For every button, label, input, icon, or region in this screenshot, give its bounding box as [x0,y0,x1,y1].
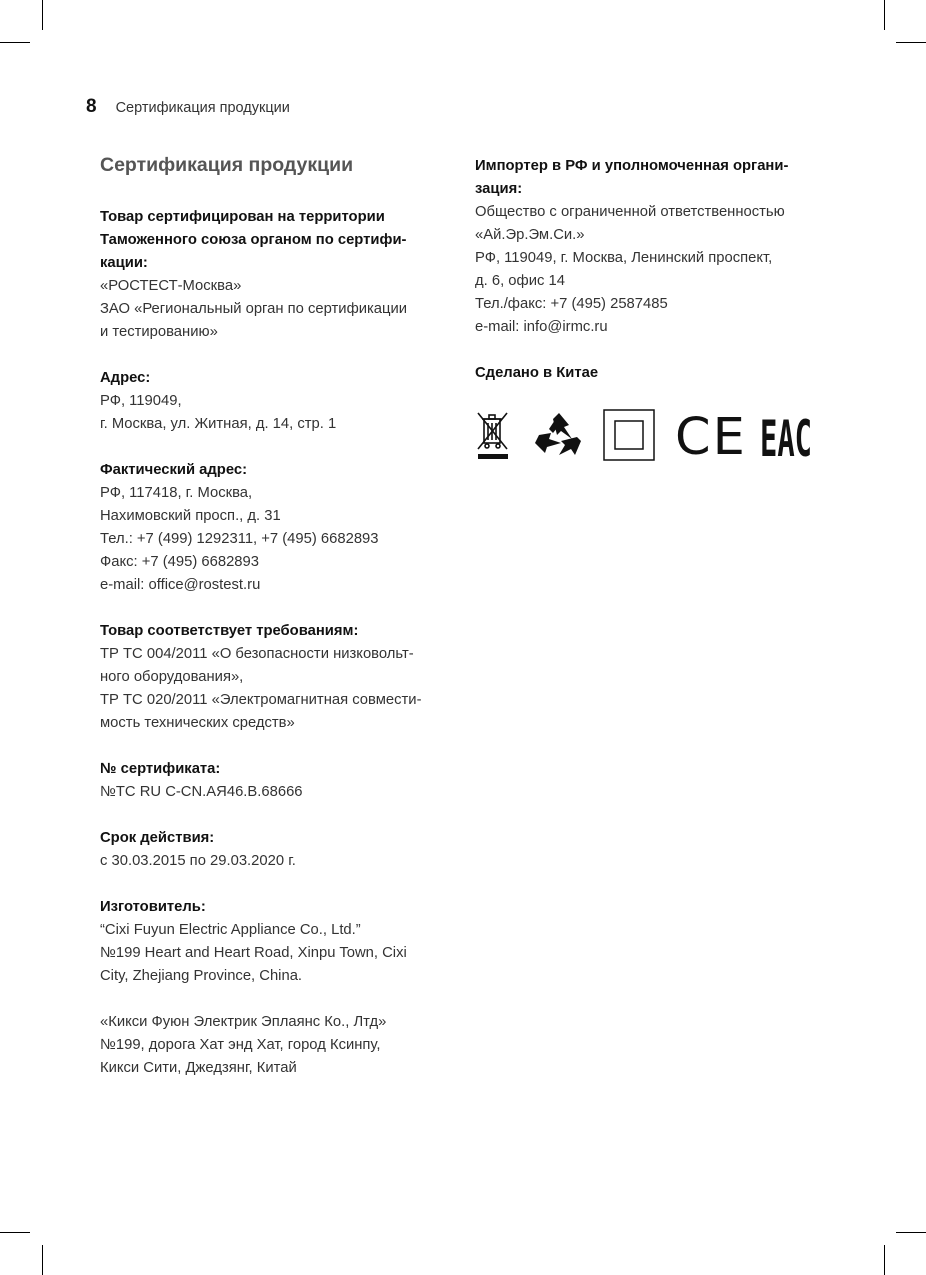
certification-body-block [100,206,460,344]
running-title: Сертификация продукции [115,100,290,116]
crop-mark [42,0,43,30]
crop-mark [884,0,885,30]
email-text: e-mail: office@rostest.ru [100,577,261,593]
block-label: Срок действия: [100,830,215,846]
block-text: «Кикси Фуюн Электрик Эплаянс Ко., Лтд» [100,1014,387,1030]
block-text: мость технических средств» [100,715,295,731]
crop-mark [42,1245,43,1275]
ce-mark-icon [675,408,749,467]
block-label: Изготовитель: [100,899,206,915]
block-label: кации: [100,255,148,271]
block-text: «Ай.Эр.Эм.Си.» [475,227,585,243]
manufacturer-block [100,896,460,988]
double-insulation-icon [603,409,655,461]
block-text: Тел./факс: +7 (495) 2587485 [475,296,668,312]
block-text: Кикси Сити, Джедзянг, Китай [100,1060,297,1076]
eac-mark-icon [759,409,813,468]
crop-mark [0,1232,30,1233]
email-text: e-mail: info@irmc.ru [475,319,608,335]
address-block [100,367,460,436]
section-title: Сертификация продукции [100,154,354,176]
block-text: Факс: +7 (495) 6682893 [100,554,259,570]
block-text: №ТС RU С-CN.АЯ46.В.68666 [100,784,303,800]
block-text: ЗАО «Региональный орган по сертификации [100,301,408,317]
left-column [100,150,460,1103]
block-text: City, Zhejiang Province, China. [100,968,303,984]
block-text: с 30.03.2015 по 29.03.2020 г. [100,853,296,869]
ce-mark-text: CE [675,408,747,467]
weee-crossed-bin-icon [475,409,511,461]
validity-block [100,827,460,873]
importer-block [475,155,835,339]
block-text: №199 Heart and Heart Road, Xinpu Town, Cixi [100,945,407,961]
block-text: РФ, 117418, г. Москва, [100,485,253,501]
block-label: Таможенного союза органом по сертифи- [100,232,407,248]
crop-mark [896,1232,926,1233]
certification-marks [475,405,835,468]
block-label: Импортер в РФ и уполномоченная органи- [475,158,789,174]
block-text: №199, дорога Хат энд Хат, город Ксинпу, [100,1037,381,1053]
manufacturer-russian-block [100,1011,460,1080]
page-header [86,96,290,120]
block-label: Товар сертифицирован на территории [100,209,385,225]
block-text: «РОСТЕСТ-Москва» [100,278,242,294]
crop-mark [896,42,926,43]
block-text: г. Москва, ул. Житная, д. 14, стр. 1 [100,416,337,432]
certificate-number-block [100,758,460,804]
crop-mark [884,1245,885,1275]
block-text: Тел.: +7 (499) 1292311, +7 (495) 6682893 [100,531,379,547]
block-text: “Cixi Fuyun Electric Appliance Co., Ltd.” [100,922,361,938]
block-text: Общество с ограниченной ответственностью [475,204,785,220]
block-text: ТР ТС 020/2011 «Электромагнитная совмести- [100,692,422,708]
requirements-block [100,620,460,735]
block-text: РФ, 119049, г. Москва, Ленинский проспект, [475,250,773,266]
block-text: ного оборудования», [100,669,244,685]
eac-mark-text: EAC [760,410,812,468]
block-text: Нахимовский просп., д. 31 [100,508,281,524]
right-column [475,155,835,468]
block-text: д. 6, офис 14 [475,273,565,289]
block-label: № сертификата: [100,761,221,777]
made-in-label: Сделано в Китае [475,365,599,381]
recycling-icon [531,409,587,461]
page-number: 8 [86,96,97,117]
crop-mark [0,42,30,43]
block-text: ТР ТС 004/2011 «О безопасности низковольт- [100,646,414,662]
block-text: РФ, 119049, [100,393,182,409]
block-label: зация: [475,181,523,197]
block-label: Товар соответствует требованиям: [100,623,359,639]
block-label: Фактический адрес: [100,462,248,478]
block-text: и тестированию» [100,324,218,340]
block-label: Адрес: [100,370,151,386]
actual-address-block [100,459,460,597]
